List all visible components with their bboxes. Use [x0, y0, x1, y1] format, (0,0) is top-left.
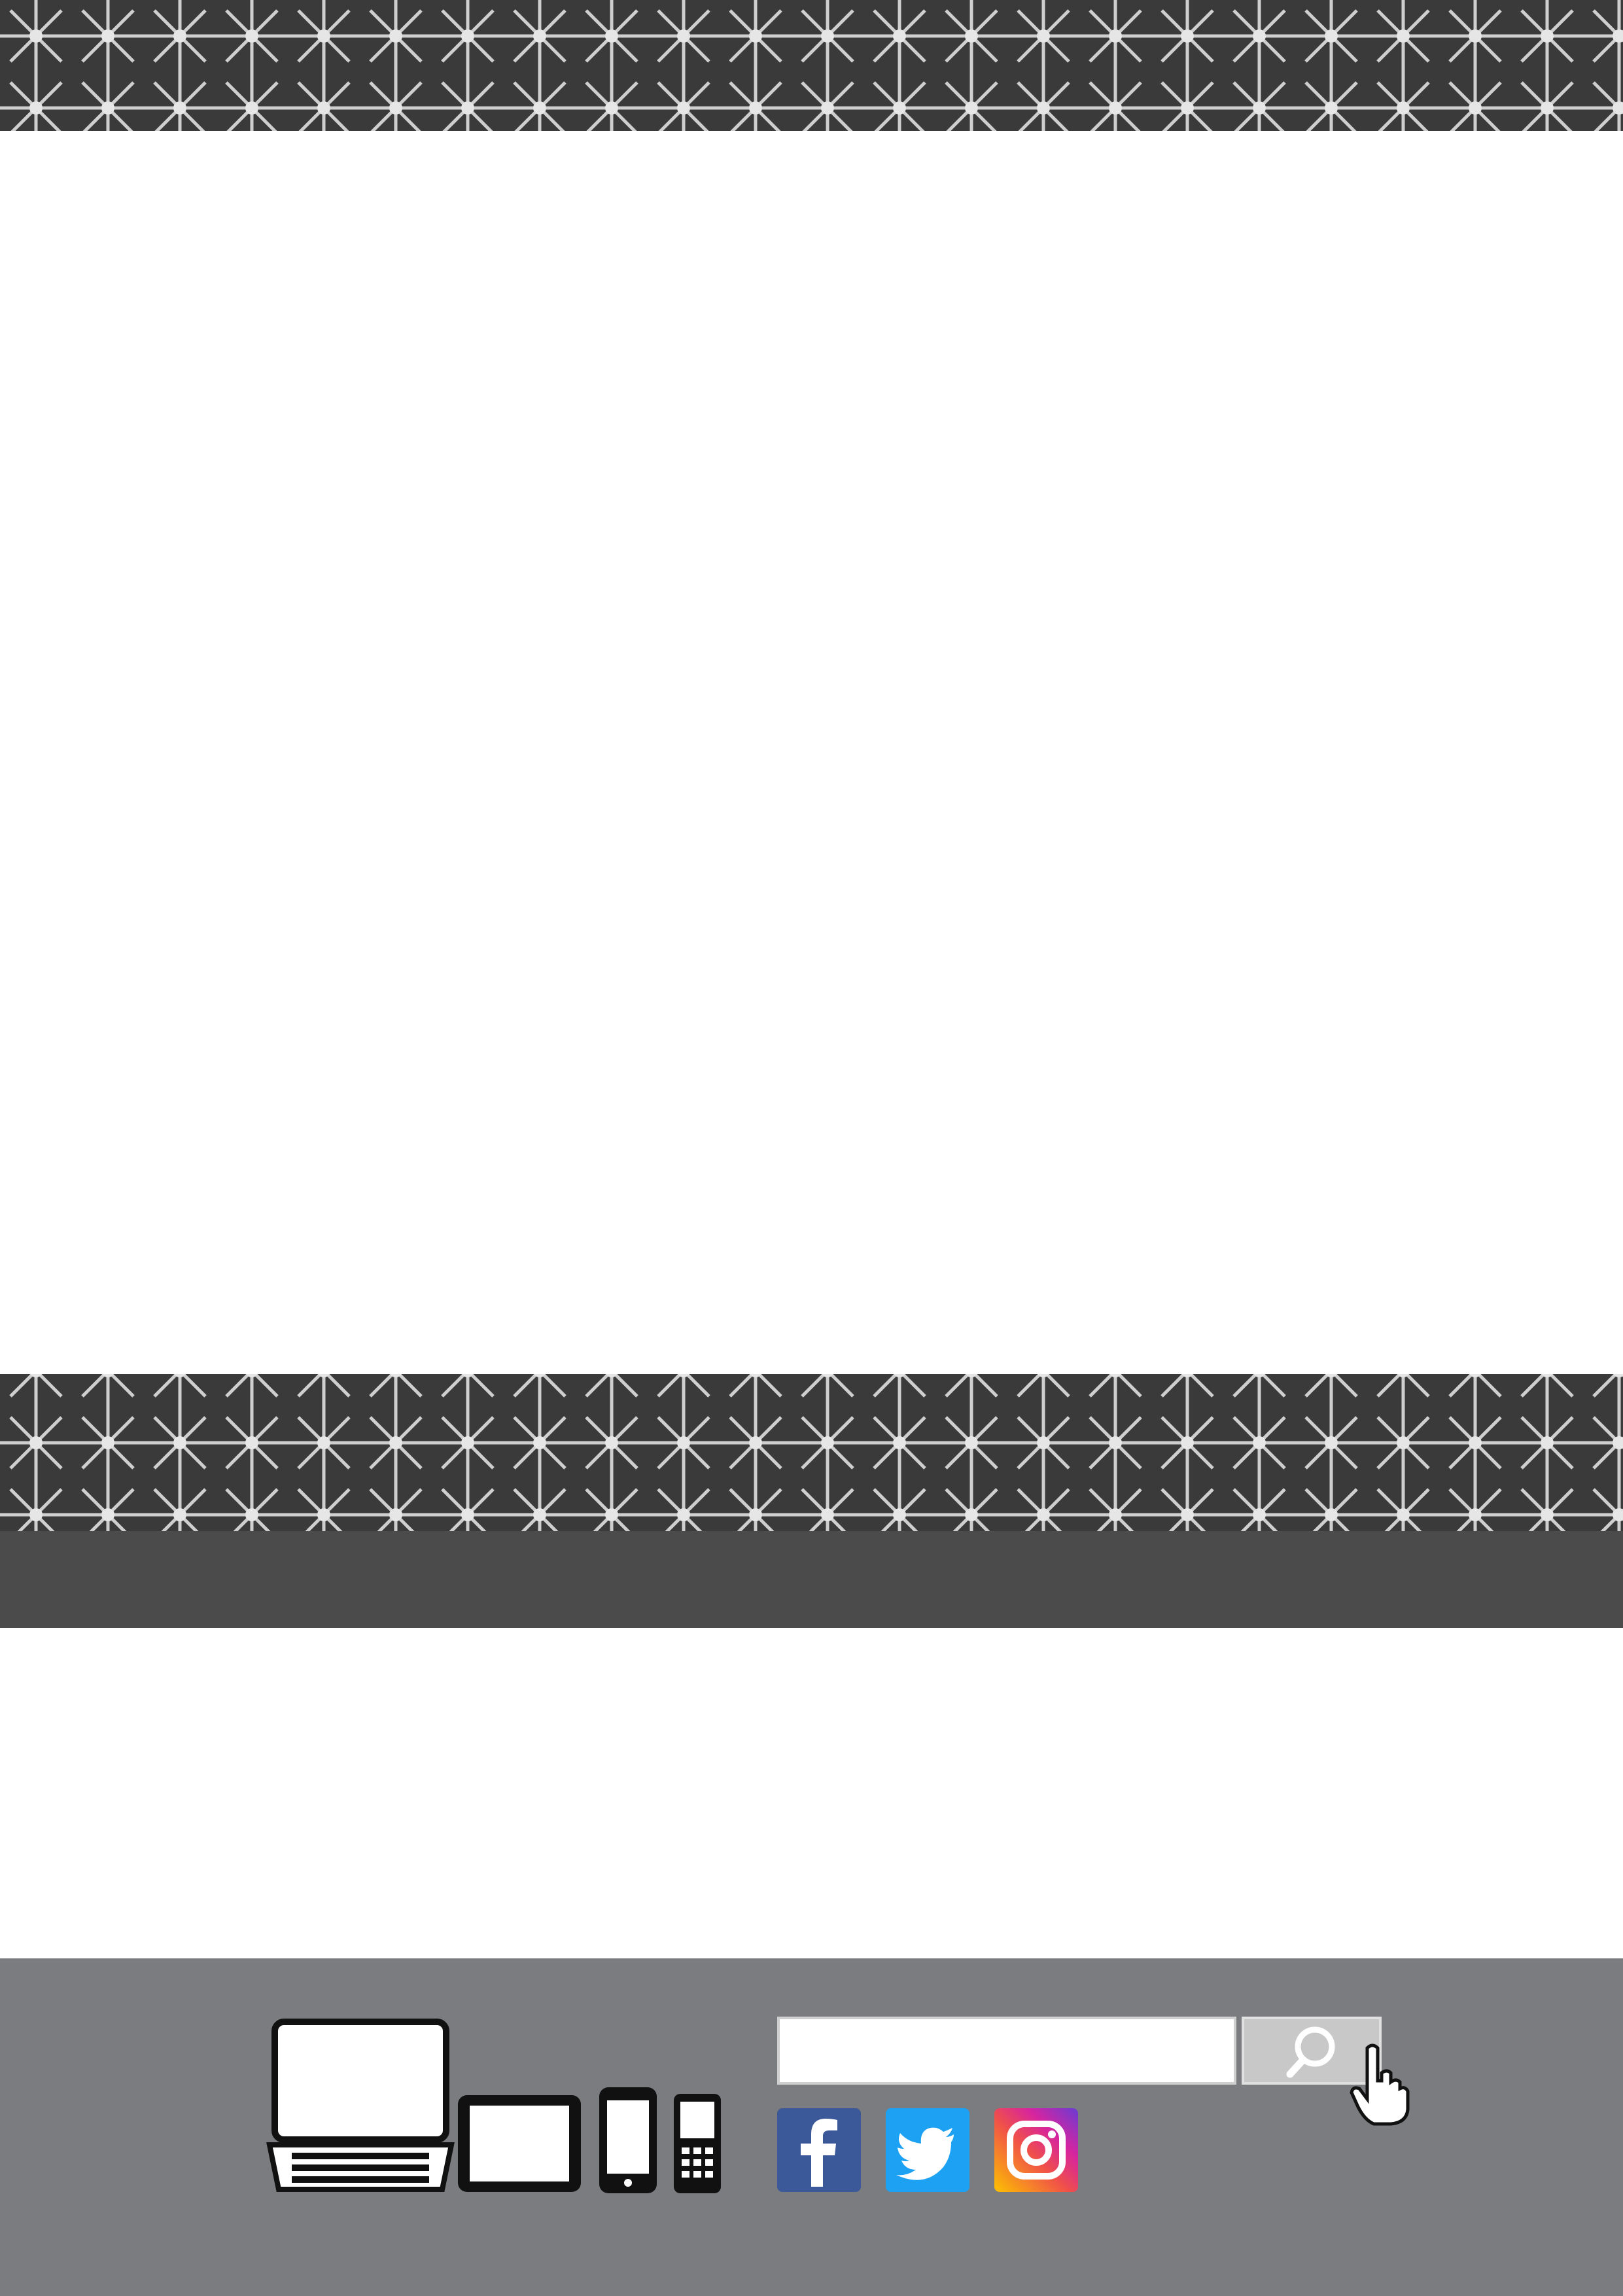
twitter-icon[interactable]: [886, 2108, 969, 2192]
pointer-hand-icon: [1348, 2041, 1413, 2127]
notice-banner: [0, 1531, 1623, 1628]
facebook-icon[interactable]: [777, 2108, 861, 2192]
feature-phone-icon: [671, 2091, 724, 2196]
top-floral-decoration: [0, 0, 1623, 314]
laptop-icon: [266, 2017, 455, 2200]
tablet-icon: [454, 2091, 585, 2196]
instagram-icon[interactable]: [994, 2108, 1078, 2192]
bottom-floral-decoration: [0, 1191, 1623, 1531]
search-input[interactable]: [777, 2017, 1236, 2085]
smartphone-icon: [595, 2085, 661, 2196]
